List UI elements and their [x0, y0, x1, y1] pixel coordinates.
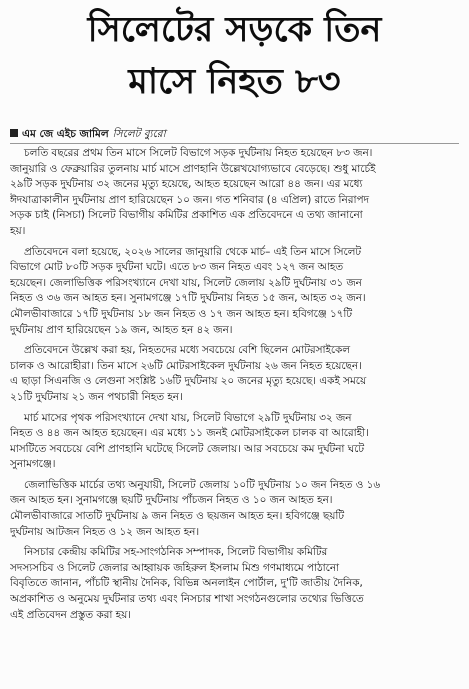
- article-paragraph: [10, 411, 460, 473]
- paragraph-line: চালক ও আরোহীরা। তিন মাসে ২৬টি মোটরসাইকেল দুর্ঘটনায় ২৬ জন নিহত হয়েছেন।: [10, 359, 362, 372]
- article-paragraph: [10, 245, 460, 339]
- article-paragraph: [10, 545, 460, 623]
- paragraph-line: দুর্ঘটনায় আটজন নিহত ও ১২ জন আহত হন।: [10, 525, 200, 538]
- paragraph-line: ঈদযাত্রাকালীন দুর্ঘটনায় প্রাণ হারিয়েছেন ১০ জন। গত শনিবার (৪ এপ্রিল) রাতে নিরাপদ: [10, 193, 369, 206]
- article-body: [10, 146, 460, 628]
- paragraph-line: দুর্ঘটনায় প্রাণ হারিয়েছেন ১৯ জন, আহত হন ৪২ জন।: [10, 323, 233, 336]
- paragraph-line: মার্চ মাসের পৃথক পরিসংখ্যানে দেখা যায়, সিলেট বিভাগে ২৯টি দুর্ঘটনায় ৩২ জন: [24, 411, 352, 424]
- paragraph-line: নিহত ও ৪৪ জন আহত হয়েছেন। এর মধ্যে ১১ জনই মোটরসাইকেল চালক বা আরোহী।: [10, 427, 369, 440]
- paragraph-line: নিসচার কেন্দ্রীয় কমিটির সহ-সাংগঠনিক সম্পাদক, সিলেট বিভাগীয় কমিটির: [24, 546, 328, 559]
- paragraph-line: সদস্যসচিব ও সিলেট জেলার আহ্বায়ক জহিরুল ইসলাম মিশু গণমাধ্যমে পাঠানো: [10, 561, 340, 574]
- paragraph-line: প্রতিবেদনে বলা হয়েছে, ২০২৬ সালের জানুয়ারি থেকে মার্চ– এই তিন মাসে সিলেট: [24, 245, 362, 258]
- byline-divider: [10, 143, 459, 144]
- paragraph-line: নিহত ও ৩৬ জন আহত হন। সুনামগঞ্জে ১৭টি দুর্ঘটনায় নিহত ১৫ জন, আহত ৩২ জন।: [10, 292, 366, 305]
- article-paragraph: [10, 146, 460, 240]
- paragraph-line: ২১টি দুর্ঘটনায় ২১ জন পথচারী নিহত হন।: [10, 390, 183, 403]
- paragraph-line: সড়ক চাই (নিসচা) সিলেট বিভাগীয় কমিটির প্রকাশিত এক প্রতিবেদনে এ তথ্য জানানো: [10, 209, 363, 222]
- byline-square-icon: [10, 129, 18, 137]
- paragraph-line: চলতি বছরের প্রথম তিন মাসে সিলেট বিভাগে সড়ক দুর্ঘটনায় নিহত হয়েছেন ৮৩ জন।: [24, 147, 373, 159]
- paragraph-line: অপ্রকাশিত ও অনুমেয় দুর্ঘটনার তথ্য এবং নিসচার শাখা সংগঠনগুলোর তথ্যের ভিত্তিতে: [10, 593, 364, 606]
- headline-line-1: সিলেটের সড়কে তিন: [87, 10, 382, 50]
- paragraph-line: মৌলভীবাজারে ১৭টি দুর্ঘটনায় ১৮ জন নিহত ও ১৭ জন আহত হন। হবিগঞ্জে ১৭টি: [10, 307, 353, 320]
- paragraph-line: জন আহত হন। সুনামগঞ্জে ছয়টি দুর্ঘটনায় পাঁচজন নিহত ও ১০ জন আহত হন।: [10, 494, 333, 507]
- paragraph-line: প্রতিবেদনে উল্লেখ করা হয়, নিহতদের মধ্যে সবচেয়ে বেশি ছিলেন মোটরসাইকেল: [24, 344, 351, 357]
- byline-author: এম জে এইচ জামিল: [22, 128, 109, 140]
- paragraph-line: মাসটিতে সবচেয়ে বেশি প্রাণহানি ঘটেছে সিলেট জেলায়। আর সবচেয়ে কম দুর্ঘটনা ঘটে: [10, 442, 364, 455]
- paragraph-line: জেলাভিত্তিক মার্চের তথ্য অনুযায়ী, সিলেট জেলায় ১০টি দুর্ঘটনায় ১০ জন নিহত ও ১৬: [24, 478, 381, 491]
- byline: [10, 126, 460, 142]
- paragraph-line: এই প্রতিবেদন প্রস্তুত করা হয়।: [10, 608, 131, 621]
- byline-bureau: সিলেট ব্যুরো: [112, 128, 166, 140]
- headline-line-2: মাসে নিহত ৮৩: [128, 62, 341, 102]
- paragraph-line: এ ছাড়া সিএনজি ও লেগুনা সংশ্লিষ্ট ১৬টি দুর্ঘটনায় ২০ জনের মৃত্যু হয়েছে। একই সময়ে: [10, 375, 367, 388]
- paragraph-line: মৌলভীবাজারে সাতটি দুর্ঘটনায় ৯ জন নিহত ও ছয়জন আহত হন। হবিগঞ্জে ছয়টি: [10, 510, 345, 523]
- headline: [6, 4, 463, 108]
- paragraph-line: জানুয়ারি ও ফেব্রুয়ারির তুলনায় মার্চ মাসে প্রাণহানি উল্লেখযোগ্যভাবে বেড়েছে। শুধু মার্চেই: [10, 162, 376, 175]
- paragraph-line: সুনামগঞ্জে।: [10, 458, 56, 471]
- article-paragraph: [10, 478, 460, 540]
- paragraph-line: বিভাগে মোট ৮০টি সড়ক দুর্ঘটনা ঘটে। এতে ৮৩ জন নিহত এবং ১২৭ জন আহত: [10, 261, 344, 274]
- paragraph-line: হয়।: [10, 224, 26, 237]
- paragraph-line: ২৯টি সড়ক দুর্ঘটনায় ৩২ জনের মৃত্যু হয়েছে, আহত হয়েছেন আরো ৪৪ জন। এর মধ্যে: [10, 178, 363, 191]
- article-paragraph: [10, 343, 460, 405]
- paragraph-line: বিবৃতিতে জানান, পাঁচটি স্থানীয় দৈনিক, বিভিন্ন অনলাইন পোর্টাল, দু'টি জাতীয় দৈনিক,: [10, 577, 363, 590]
- paragraph-line: হয়েছেন। জেলাভিত্তিক পরিসংখ্যানে দেখা যায়, সিলেট জেলায় ২৯টি দুর্ঘটনায় ৩১ জন: [10, 276, 362, 289]
